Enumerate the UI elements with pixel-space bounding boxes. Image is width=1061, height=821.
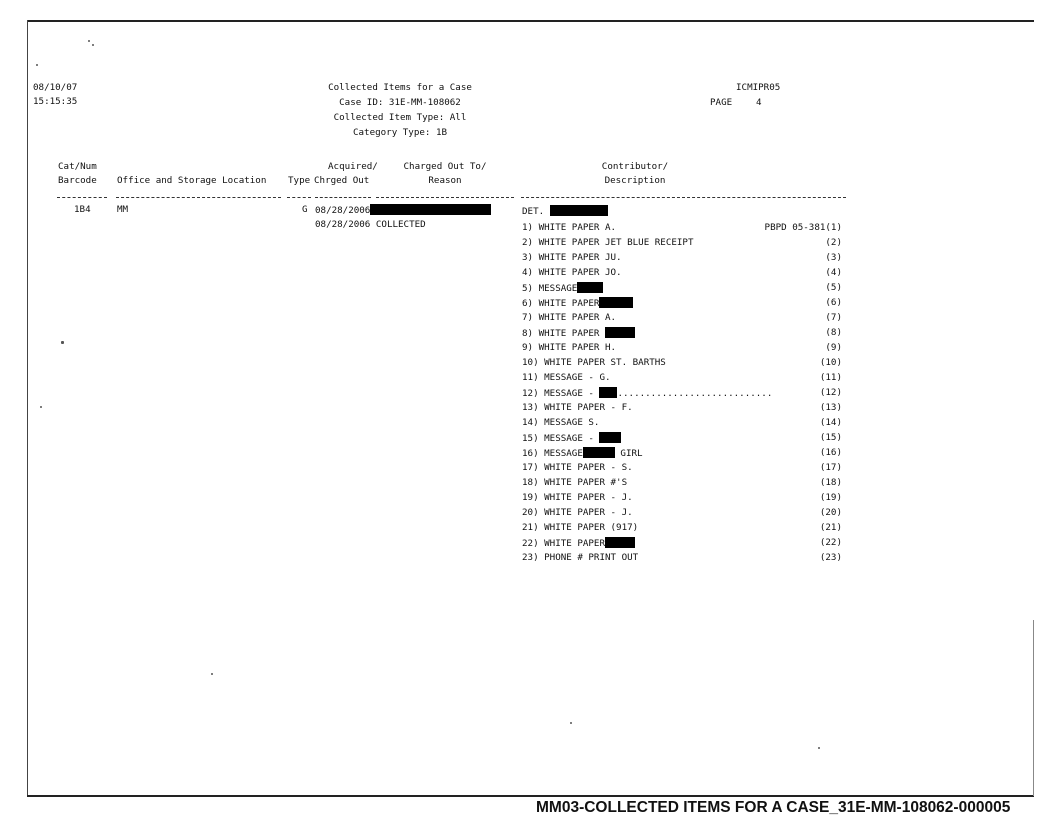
report-title: Collected Items for a Case bbox=[328, 82, 472, 93]
redaction-block bbox=[599, 432, 621, 443]
list-item: 9) WHITE PAPER H. (9) bbox=[522, 342, 842, 353]
scan-speck bbox=[92, 44, 94, 46]
program-id: ICMIPR05 bbox=[736, 82, 781, 93]
page-number: 4 bbox=[756, 97, 762, 108]
office-location: MM bbox=[117, 204, 129, 215]
scan-speck bbox=[570, 722, 572, 724]
separator bbox=[315, 197, 371, 198]
col-description: Description bbox=[604, 175, 666, 186]
scan-speck bbox=[818, 747, 820, 749]
list-item: 17) WHITE PAPER - S. (17) bbox=[522, 462, 842, 473]
item-type: G bbox=[302, 204, 308, 215]
redaction-block bbox=[599, 297, 633, 308]
list-item: 5) MESSAGE (5) bbox=[522, 282, 842, 294]
list-item: 19) WHITE PAPER - J. (19) bbox=[522, 492, 842, 503]
acquired-date bbox=[315, 204, 491, 216]
cat-num: 1B4 bbox=[74, 204, 91, 215]
scan-speck bbox=[211, 673, 213, 675]
redaction-block bbox=[605, 327, 635, 338]
charged-date-text: 08/28/2006 bbox=[315, 219, 371, 230]
case-id: Case ID: 31E-MM-108062 bbox=[339, 97, 461, 108]
separator bbox=[376, 197, 514, 198]
list-item: 6) WHITE PAPER (6) bbox=[522, 297, 842, 309]
contributor-text: DET. bbox=[522, 206, 545, 217]
left-border bbox=[27, 20, 28, 796]
redaction-block bbox=[599, 387, 617, 398]
scan-speck bbox=[61, 341, 64, 344]
page-label: PAGE bbox=[710, 97, 733, 108]
redaction-block bbox=[370, 204, 491, 215]
separator bbox=[521, 197, 846, 198]
list-item: 8) WHITE PAPER (8) bbox=[522, 327, 842, 339]
charged-reason-text: COLLECTED bbox=[375, 219, 426, 230]
col-reason: Reason bbox=[428, 175, 462, 186]
list-item: 14) MESSAGE S. (14) bbox=[522, 417, 842, 428]
leader-dots: ............................ bbox=[617, 388, 773, 399]
list-item: 7) WHITE PAPER A. (7) bbox=[522, 312, 842, 323]
list-item: 1) WHITE PAPER A. PBPD 05-381(1) bbox=[522, 222, 842, 233]
col-barcode: Barcode bbox=[58, 175, 97, 186]
right-border bbox=[1033, 620, 1034, 796]
item-suffix: GIRL bbox=[620, 448, 643, 459]
bates-footer: MM03-COLLECTED ITEMS FOR A CASE_31E-MM-108062-000005 bbox=[536, 799, 1011, 816]
list-item: 12) MESSAGE - ............................ (12) bbox=[522, 387, 842, 399]
redaction-block bbox=[583, 447, 615, 458]
list-item: 18) WHITE PAPER #'S (18) bbox=[522, 477, 842, 488]
separator bbox=[116, 197, 281, 198]
list-item: 15) MESSAGE - (15) bbox=[522, 432, 842, 444]
separator bbox=[57, 197, 107, 198]
redaction-block bbox=[550, 205, 608, 216]
list-item: 23) PHONE # PRINT OUT (23) bbox=[522, 552, 842, 563]
col-office: Office and Storage Location bbox=[117, 175, 267, 186]
col-contributor: Contributor/ bbox=[601, 161, 669, 172]
collected-item-type: Collected Item Type: All bbox=[333, 112, 467, 123]
list-item: 16) MESSAGE GIRL (16) bbox=[522, 447, 842, 459]
list-item: 2) WHITE PAPER JET BLUE RECEIPT (2) bbox=[522, 237, 842, 248]
list-item: 3) WHITE PAPER JU. (3) bbox=[522, 252, 842, 263]
acquired-date-text: 08/28/2006 bbox=[315, 205, 371, 216]
col-catnum: Cat/Num bbox=[58, 161, 97, 172]
col-charged-out-to: Charged Out To/ bbox=[403, 161, 487, 172]
scan-speck bbox=[40, 406, 42, 408]
report-time: 15:15:35 bbox=[33, 96, 78, 107]
list-item: 20) WHITE PAPER - J. (20) bbox=[522, 507, 842, 518]
col-type: Type bbox=[288, 175, 311, 186]
separator bbox=[287, 197, 311, 198]
list-item: 13) WHITE PAPER - F. (13) bbox=[522, 402, 842, 413]
top-border bbox=[27, 20, 1034, 22]
charged-out bbox=[315, 219, 426, 230]
col-acquired: Acquired/ bbox=[328, 161, 378, 172]
scan-speck bbox=[36, 64, 38, 66]
report-date: 08/10/07 bbox=[33, 82, 78, 93]
list-item: 22) WHITE PAPER (22) bbox=[522, 537, 842, 549]
contributor bbox=[522, 205, 608, 217]
col-chrged-out: Chrged Out bbox=[314, 175, 370, 186]
redaction-block bbox=[605, 537, 635, 548]
category-type: Category Type: 1B bbox=[352, 127, 448, 138]
list-item: 4) WHITE PAPER JO. (4) bbox=[522, 267, 842, 278]
list-item: 11) MESSAGE - G. (11) bbox=[522, 372, 842, 383]
bottom-border bbox=[27, 795, 1034, 797]
list-item: 21) WHITE PAPER (917) (21) bbox=[522, 522, 842, 533]
list-item: 10) WHITE PAPER ST. BARTHS (10) bbox=[522, 357, 842, 368]
redaction-block bbox=[577, 282, 603, 293]
scan-speck bbox=[88, 40, 90, 42]
